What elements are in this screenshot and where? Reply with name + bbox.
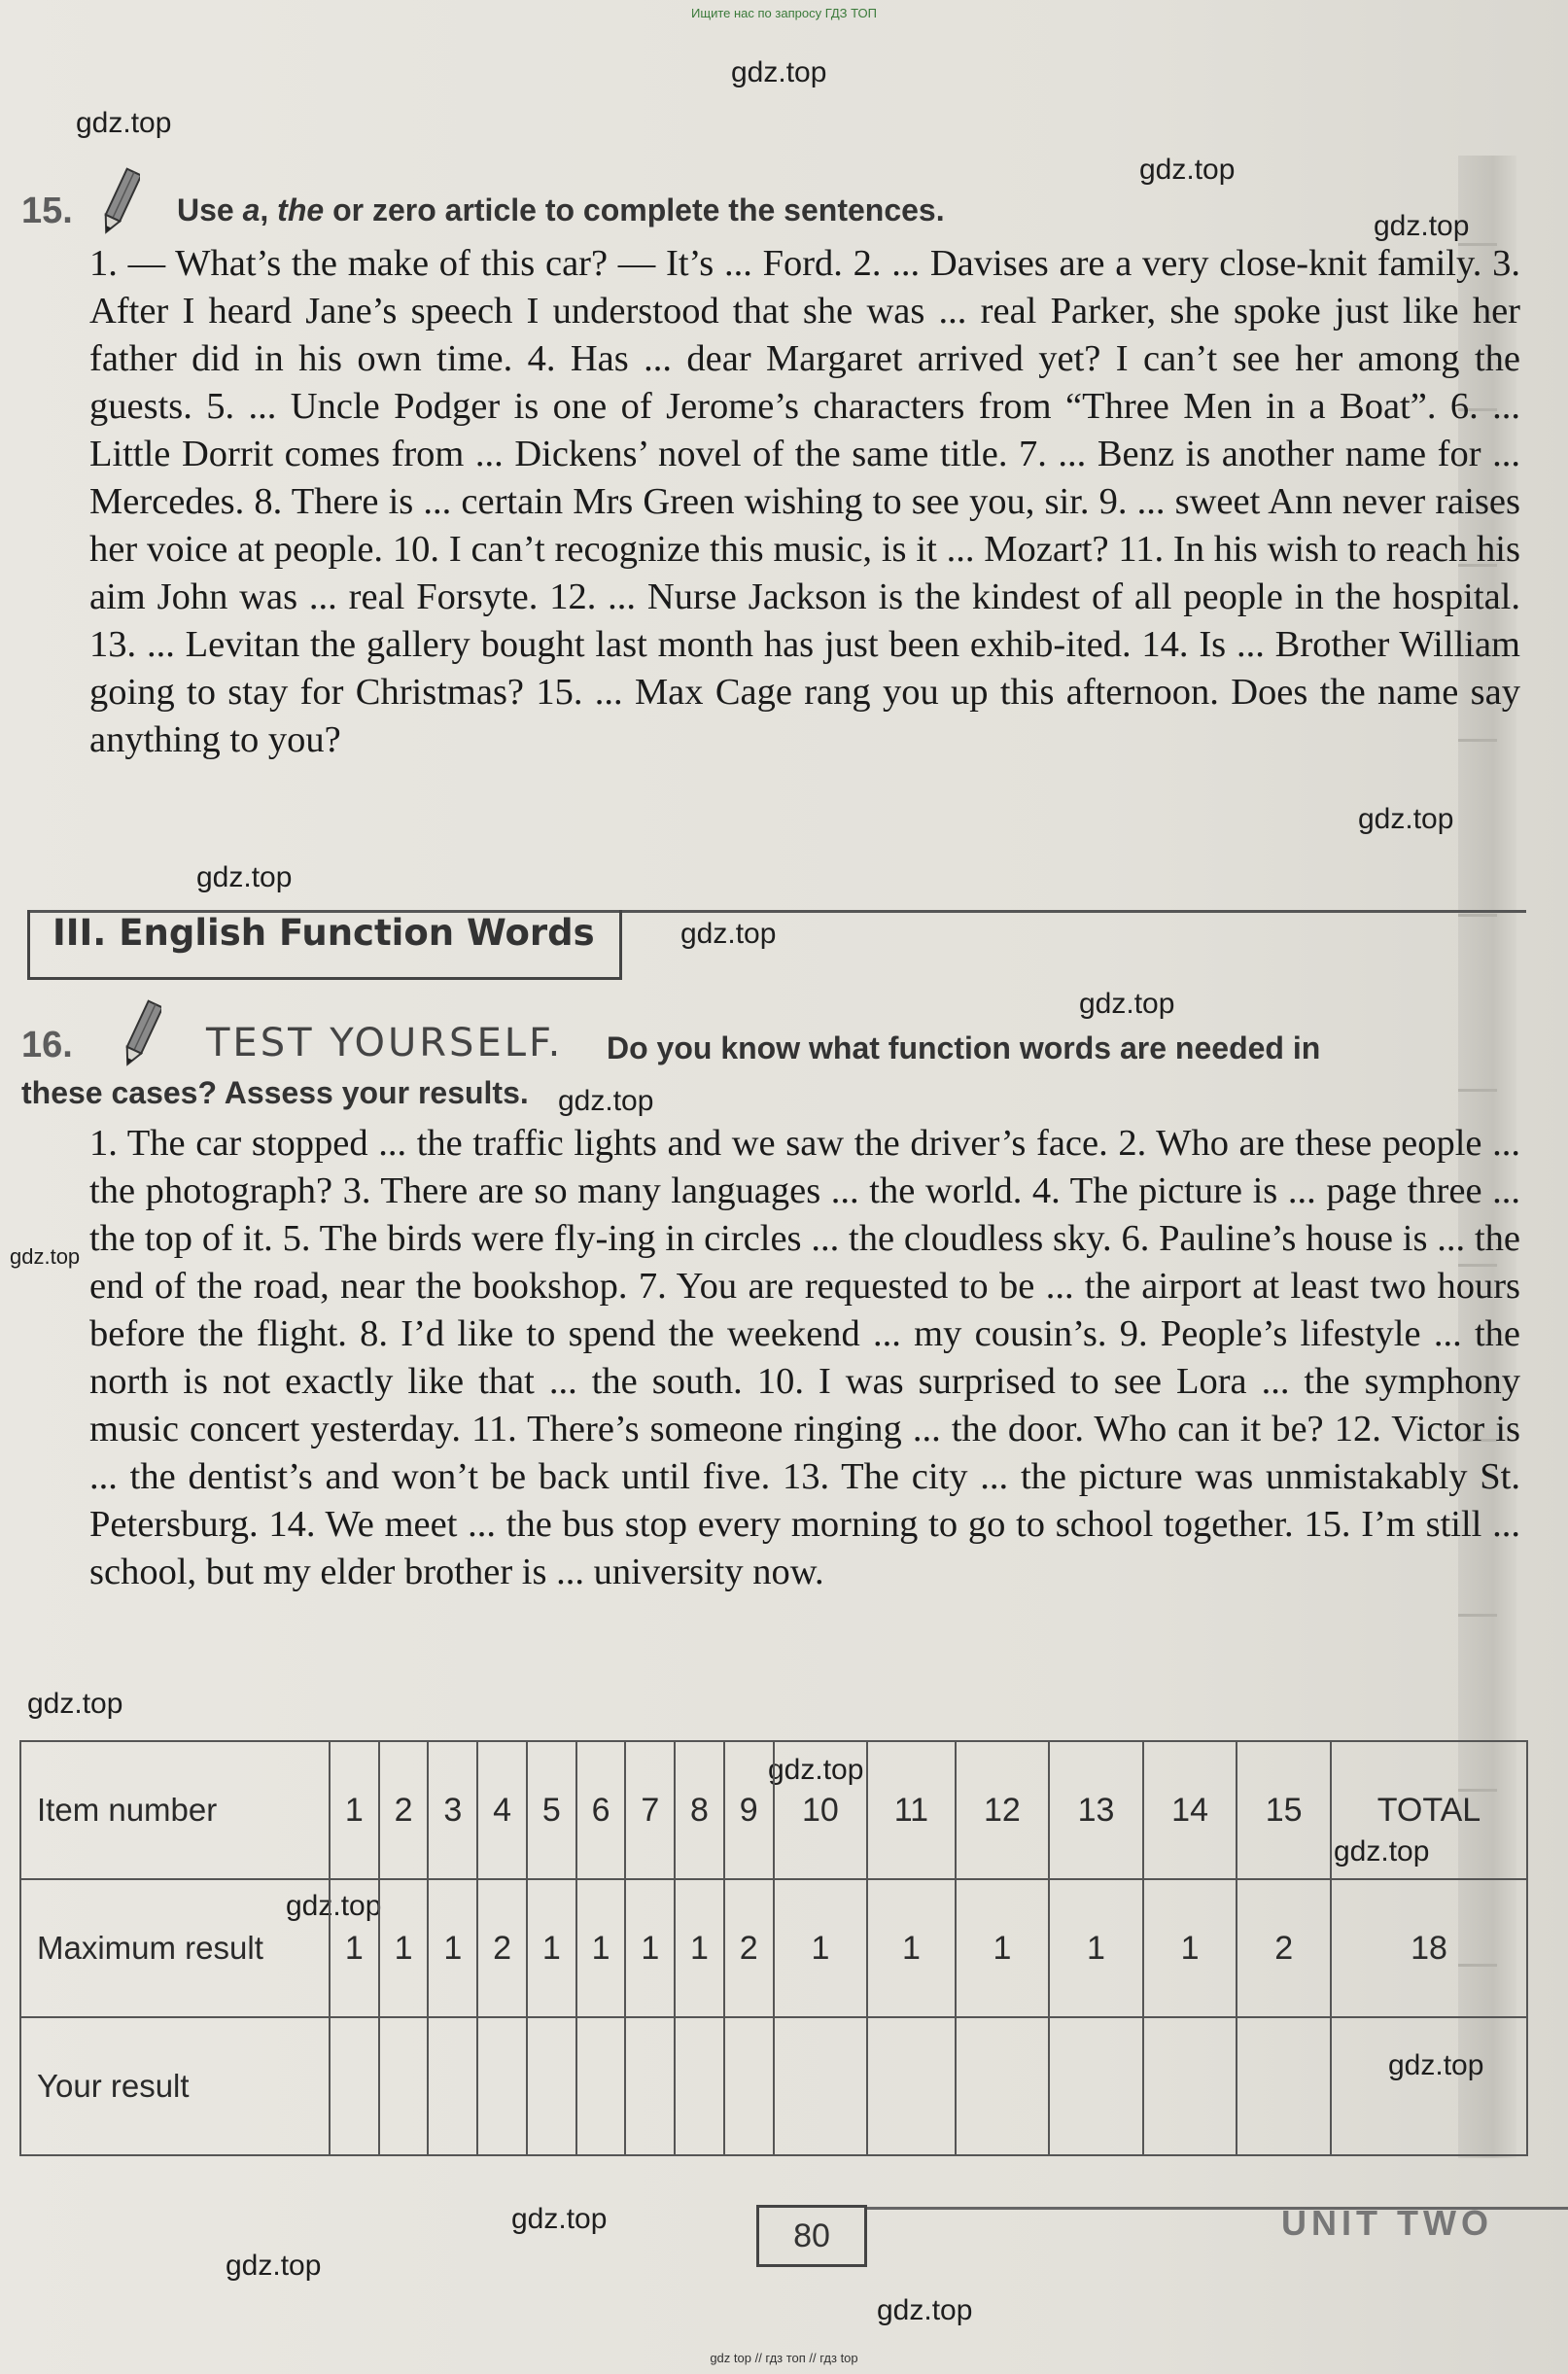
answer-cell[interactable] bbox=[625, 2017, 675, 2155]
table-row bbox=[20, 1879, 1527, 2017]
table-cell: 1 bbox=[1143, 1879, 1237, 2017]
table-cell: 1 bbox=[867, 1879, 955, 2017]
table-cell: 3 bbox=[428, 1741, 477, 1879]
watermark: gdz.top bbox=[1374, 210, 1470, 242]
results-table bbox=[19, 1740, 1528, 2156]
answer-cell[interactable] bbox=[724, 2017, 774, 2155]
test-yourself-heading: TEST YOURSELF. bbox=[206, 1021, 564, 1065]
table-cell: 14 bbox=[1143, 1741, 1237, 1879]
table-cell: 1 bbox=[379, 1879, 429, 2017]
answer-cell[interactable] bbox=[1143, 2017, 1237, 2155]
table-cell: 5 bbox=[527, 1741, 576, 1879]
answer-cell[interactable] bbox=[675, 2017, 724, 2155]
answer-cell[interactable] bbox=[379, 2017, 429, 2155]
row-label: Item number bbox=[20, 1741, 330, 1879]
exercise-text: 1. The car stopped ... the traffic lights and we saw the driver’s face. 2. Who are these people ... the photograph? 3. There are so many languages ... the world. 4. The picture is ... page three ... the top of it. 5. The birds were fly-ing in circles ... the cloudless sky. 6. Pauline’s house is ... the end of the road, near the bookshop. 7. You are requested to be ... the airport at least two hours before the flight. 8. I’d like to spend the weekend ... my cousin’s. 9. People’s lifestyle ... the north is not exactly like that ... the south. 10. I was surprised to see Lora ... the symphony music concert yesterday. 11. There’s someone ringing ... the door. Who can it be? 12. Victor is ... the dentist’s and won’t be back until five. 13. The city ... the picture was unmistakably St. Petersburg. 14. We meet ... the bus stop every morning to go to school together. 15. I’m still ... school, but my elder brother is ... university now. bbox=[89, 1123, 1520, 1592]
answer-cell[interactable] bbox=[576, 2017, 626, 2155]
bottom-note: gdz top // гдз топ // гдз top bbox=[710, 2351, 858, 2365]
watermark: gdz.top bbox=[226, 2250, 322, 2282]
pencil-icon bbox=[101, 163, 140, 239]
answer-cell[interactable] bbox=[477, 2017, 527, 2155]
watermark: gdz.top bbox=[1139, 154, 1236, 186]
answer-cell[interactable] bbox=[1049, 2017, 1143, 2155]
table-cell: 1 bbox=[527, 1879, 576, 2017]
table-cell: 1 bbox=[774, 1879, 868, 2017]
watermark: gdz.top bbox=[1388, 2049, 1484, 2081]
table-row bbox=[20, 1741, 1527, 1879]
table-cell: 1 bbox=[1049, 1879, 1143, 2017]
table-cell: 1 bbox=[956, 1879, 1050, 2017]
answer-cell[interactable] bbox=[1237, 2017, 1331, 2155]
table-cell: 9 bbox=[724, 1741, 774, 1879]
table-cell-total: 18 bbox=[1331, 1879, 1527, 2017]
table-cell: 1 bbox=[675, 1879, 724, 2017]
watermark: gdz.top bbox=[511, 2203, 608, 2235]
table-cell: 13 bbox=[1049, 1741, 1143, 1879]
exercise-instruction: Do you know what function words are needed in bbox=[607, 1030, 1321, 1065]
table-cell: 1 bbox=[330, 1741, 379, 1879]
page-number: 80 bbox=[756, 2205, 867, 2267]
watermark: gdz.top bbox=[1358, 803, 1454, 835]
section-title: III. English Function Words bbox=[52, 912, 595, 954]
answer-cell[interactable] bbox=[956, 2017, 1050, 2155]
exercise-instruction: these cases? Assess your results. bbox=[21, 1075, 529, 1110]
table-cell: 1 bbox=[428, 1879, 477, 2017]
watermark: gdz.top bbox=[10, 1244, 81, 1269]
table-cell: 1 bbox=[576, 1879, 626, 2017]
answer-cell[interactable] bbox=[330, 2017, 379, 2155]
table-cell: 12 bbox=[956, 1741, 1050, 1879]
table-cell: 6 bbox=[576, 1741, 626, 1879]
exercise-number: 16. bbox=[21, 1025, 73, 1065]
answer-cell-total[interactable] bbox=[1331, 2017, 1527, 2155]
table-cell: 1 bbox=[625, 1879, 675, 2017]
watermark: gdz.top bbox=[768, 1754, 864, 1786]
exercise-text: 1. — What’s the make of this car? — It’s ... Ford. 2. ... Davises are a very close-knit family. 3. After I heard Jane’s speech I understood that she was ... real Parker, she spoke just like her father did in his own time. 4. Has ... dear Margaret arrived yet? I can’t see her among the guests. 5. ... Uncle Podger is one of Jerome’s characters from “Three Men in a Boat”. 6. ... Little Dorrit comes from ... Dickens’ novel of the same title. 7. ... Benz is another name for ... Mercedes. 8. There is ... certain Mrs Green wishing to see you, sir. 9. ... sweet Ann never raises her voice at people. 10. I can’t recognize this music, is it ... Mozart? 11. In his wish to reach his aim John was ... real Forsyte. 12. ... Nurse Jackson is the kindest of all people in the hospital. 13. ... Levitan the gallery bought last month has just been exhib-ited. 14. Is ... Brother William going to stay for Christmas? 15. ... Max Cage rang you up this afternoon. Does the name say anything to you? bbox=[89, 243, 1520, 760]
row-label: Your result bbox=[20, 2017, 330, 2155]
watermark: gdz.top bbox=[1334, 1835, 1430, 1868]
watermark: gdz.top bbox=[731, 56, 827, 88]
watermark: gdz.top bbox=[76, 107, 172, 139]
table-cell: 7 bbox=[625, 1741, 675, 1879]
answer-cell[interactable] bbox=[428, 2017, 477, 2155]
watermark: gdz.top bbox=[196, 861, 293, 893]
table-cell: 2 bbox=[477, 1879, 527, 2017]
watermark: gdz.top bbox=[27, 1688, 123, 1720]
answer-cell[interactable] bbox=[867, 2017, 955, 2155]
table-cell: 2 bbox=[1237, 1879, 1331, 2017]
unit-label: UNIT TWO bbox=[1281, 2203, 1493, 2243]
top-search-note: Ищите нас по запросу ГДЗ ТОП bbox=[691, 6, 877, 20]
table-cell-total: TOTAL bbox=[1331, 1741, 1527, 1879]
watermark: gdz.top bbox=[877, 2294, 973, 2326]
watermark: gdz.top bbox=[286, 1890, 382, 1922]
watermark: gdz.top bbox=[1079, 988, 1175, 1020]
answer-cell[interactable] bbox=[527, 2017, 576, 2155]
pencil-icon bbox=[122, 995, 161, 1071]
table-cell: 2 bbox=[724, 1879, 774, 2017]
exercise-instruction: Use a, the or zero article to complete the sentences. bbox=[177, 192, 945, 227]
watermark: gdz.top bbox=[558, 1085, 654, 1117]
table-cell: 15 bbox=[1237, 1741, 1331, 1879]
table-row bbox=[20, 2017, 1527, 2155]
answer-cell[interactable] bbox=[774, 2017, 868, 2155]
table-cell: 2 bbox=[379, 1741, 429, 1879]
table-cell: 11 bbox=[867, 1741, 955, 1879]
watermark: gdz.top bbox=[680, 918, 777, 950]
exercise-number: 15. bbox=[21, 191, 73, 231]
table-cell: 4 bbox=[477, 1741, 527, 1879]
table-cell: 10 bbox=[774, 1741, 868, 1879]
table-cell: 8 bbox=[675, 1741, 724, 1879]
row-label: Maximum result bbox=[20, 1879, 330, 2017]
table-cell: 1 bbox=[330, 1879, 379, 2017]
